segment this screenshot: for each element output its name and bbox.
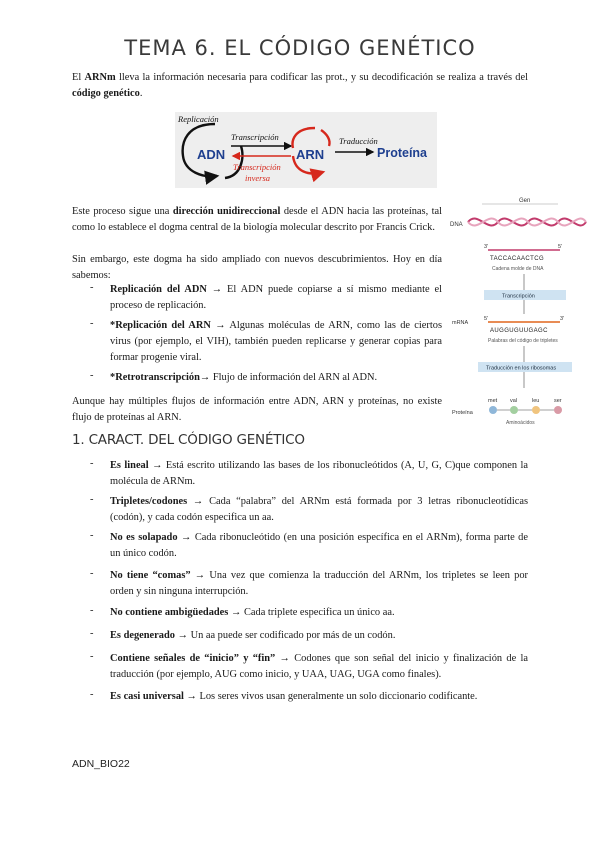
aa-bead [510, 406, 518, 414]
list2-item [110, 628, 528, 644]
arrow-icon: → [186, 691, 197, 702]
intro-bold-codigo: código genético [72, 88, 140, 99]
process-text-1: Este proceso sigue una [72, 206, 170, 217]
fig-protein-label: Proteína [452, 410, 473, 416]
aa-bead [554, 406, 562, 414]
arrow-icon: → [211, 284, 223, 295]
list2-item-text: Los seres vivos usan generalmente un solo diccionario codificante. [199, 691, 478, 702]
list2-item-bold: No contiene ambigüedades [110, 607, 229, 618]
label-translation: Traducción [339, 136, 378, 146]
arrow-icon: → [230, 607, 242, 618]
list2-item-text: Codones que son señal del inicio y finalización de la traducción (por ejemplo, AUG como inicio, y UAA, UAG, UGA como finales). [110, 653, 528, 680]
label-transcription: Transcripción [231, 132, 279, 142]
arrow-icon: → [215, 320, 226, 331]
list2-item-text: Una vez que comienza la traducción del ARNm, los tripletes se leen por orden y sin ninguna interrupción. [110, 570, 528, 597]
page-footer: ADN_BIO22 [72, 758, 130, 770]
list1-item-text: El ADN puede copiarse a sí mismo mediante el proceso de replicación. [110, 284, 442, 311]
fig-gen-label: Gen [519, 198, 531, 204]
fig-mrna-label: mRNA [452, 320, 469, 326]
process-paragraph [72, 204, 442, 236]
list1-item-text: Flujo de información del ARN al ADN. [212, 372, 378, 383]
list1-item [110, 282, 442, 314]
list2-bullet: - [90, 530, 94, 541]
list1-bullet: - [90, 282, 94, 293]
list2-item [110, 689, 528, 705]
list1-item [110, 370, 442, 386]
list2-item-text: Cada triplete especifica un único aa. [243, 607, 395, 618]
process-paragraph-2: Sin embargo, este dogma ha sido ampliado con nuevos descubrimientos. Hoy en día sabemos: [72, 254, 442, 281]
mrna-sequence: AUGGUGUUGAGC [490, 328, 548, 334]
list2-item-bold: Es casi universal [110, 691, 184, 702]
list2-item-text: Cada ribonucleótido (en una posición específica en el ARNm), forma parte de un único codón. [110, 532, 528, 559]
list1-item-text: Algunas moléculas de ARN, como las de ciertos virus (por ejemplo, el VIH), también pueden replicarse y generar copias para formar progenie viral. [110, 320, 442, 363]
arrow-icon: → [180, 532, 192, 543]
aa-bead [532, 406, 540, 414]
list2-bullet: - [90, 458, 94, 469]
label-protein: Proteína [377, 146, 428, 160]
arrow-icon: → [279, 653, 290, 664]
list2-bullet: - [90, 568, 94, 579]
list2-item [110, 568, 528, 600]
list1-item-bold: Replicación del ADN [110, 284, 207, 295]
list1-item-bold: *Replicación del ARN [110, 320, 211, 331]
arrow-icon: → [192, 496, 204, 507]
process-text-2: desde el ADN hacia las proteínas, tal como lo establece el dogma central de la biología molecular descrito por Francis Crick. [72, 206, 442, 233]
central-dogma-diagram [175, 112, 437, 188]
template-sequence: TACCACAACTCG [490, 256, 545, 262]
list2-item-bold: Contiene señales de “inicio” y “fin” [110, 653, 276, 664]
fig-mrna-3prime: 3' [560, 316, 565, 322]
list2-bullet: - [90, 605, 94, 616]
label-adn: ADN [197, 147, 226, 162]
aa-val: val [510, 398, 518, 404]
label-reverse-2: inversa [245, 173, 271, 183]
list1-bullet: - [90, 370, 94, 381]
list1-item [110, 318, 442, 366]
intro-paragraph [72, 70, 528, 102]
transcription-box-label: Transcripción [502, 293, 535, 300]
list2-item-bold: No tiene “comas” [110, 570, 191, 581]
list2-item [110, 494, 528, 526]
list2-bullet: - [90, 494, 94, 505]
aa-label: Aminoácidos [506, 420, 535, 426]
list2-item-text: Cada “palabra” del ARNm está formada por 3 letras ribonucleotídicas (codón), y cada codón especifica un aa. [110, 496, 529, 523]
gene-expression-figure [448, 192, 588, 432]
fig-3prime: 3' [484, 244, 489, 250]
intro-text-2: lleva la información necesaria para codificar las prot., y su decodificación se realiza a través del [119, 72, 528, 83]
list1-bullet: - [90, 318, 94, 329]
arrow-icon: → [194, 570, 206, 581]
list2-item-bold: Es lineal [110, 460, 149, 471]
template-label: Cadena molde de DNA [492, 266, 544, 272]
codon-label: Palabras del código de tripletes [488, 338, 558, 344]
list2-item [110, 605, 528, 621]
aa-leu: leu [532, 398, 540, 404]
list2-bullet: - [90, 651, 94, 662]
list2-item-bold: Es degenerado [110, 630, 175, 641]
rna-loop-right [321, 130, 330, 146]
fig-mrna-5prime: 5' [484, 316, 489, 322]
list2-item [110, 458, 528, 490]
arrow-icon: → [152, 460, 163, 471]
aa-bead [489, 406, 497, 414]
intro-text-1: El [72, 72, 82, 83]
translation-box-label: Traducción en los ribosomas [486, 365, 557, 372]
aa-met: met [488, 398, 498, 404]
section-heading: 1. CARACT. DEL CÓDIGO GENÉTICO [72, 432, 305, 448]
list2-item [110, 530, 528, 562]
arrow-icon: → [199, 372, 211, 383]
intro-text-end: . [139, 88, 143, 99]
list2-item [110, 651, 528, 683]
arrow-icon: → [177, 630, 188, 641]
process-bold: dirección unidireccional [172, 206, 281, 217]
after-list-paragraph: Aunque hay múltiples flujos de información entre ADN, ARN y proteínas, no existe flujo de proteínas al ARN. [72, 396, 442, 423]
list2-item-text: Un aa puede ser codificado por más de un codón. [190, 630, 396, 641]
list1-item-bold: *Retrotranscripción [110, 372, 200, 383]
label-reverse-1: Transcripción [233, 162, 281, 172]
page-title: TEMA 6. EL CÓDIGO GENÉTICO [124, 36, 476, 60]
list2-bullet: - [90, 628, 94, 639]
intro-bold-arnm: ARNm [84, 72, 116, 83]
list2-item-bold: No es solapado [110, 532, 178, 543]
rna-loop-top [293, 128, 315, 148]
label-arn: ARN [296, 147, 325, 162]
list2-item-text: Está escrito utilizando las bases de los ribonucleótidos (A, U, G, C)que componen la molécula de ARNm. [110, 460, 528, 487]
fig-5prime: 5' [558, 244, 563, 250]
fig-dna-label: DNA [450, 222, 463, 228]
list2-item-bold: Tripletes/codones [110, 496, 188, 507]
aa-ser: ser [554, 398, 562, 404]
list2-bullet: - [90, 689, 94, 700]
label-replication: Replicación [178, 114, 219, 124]
